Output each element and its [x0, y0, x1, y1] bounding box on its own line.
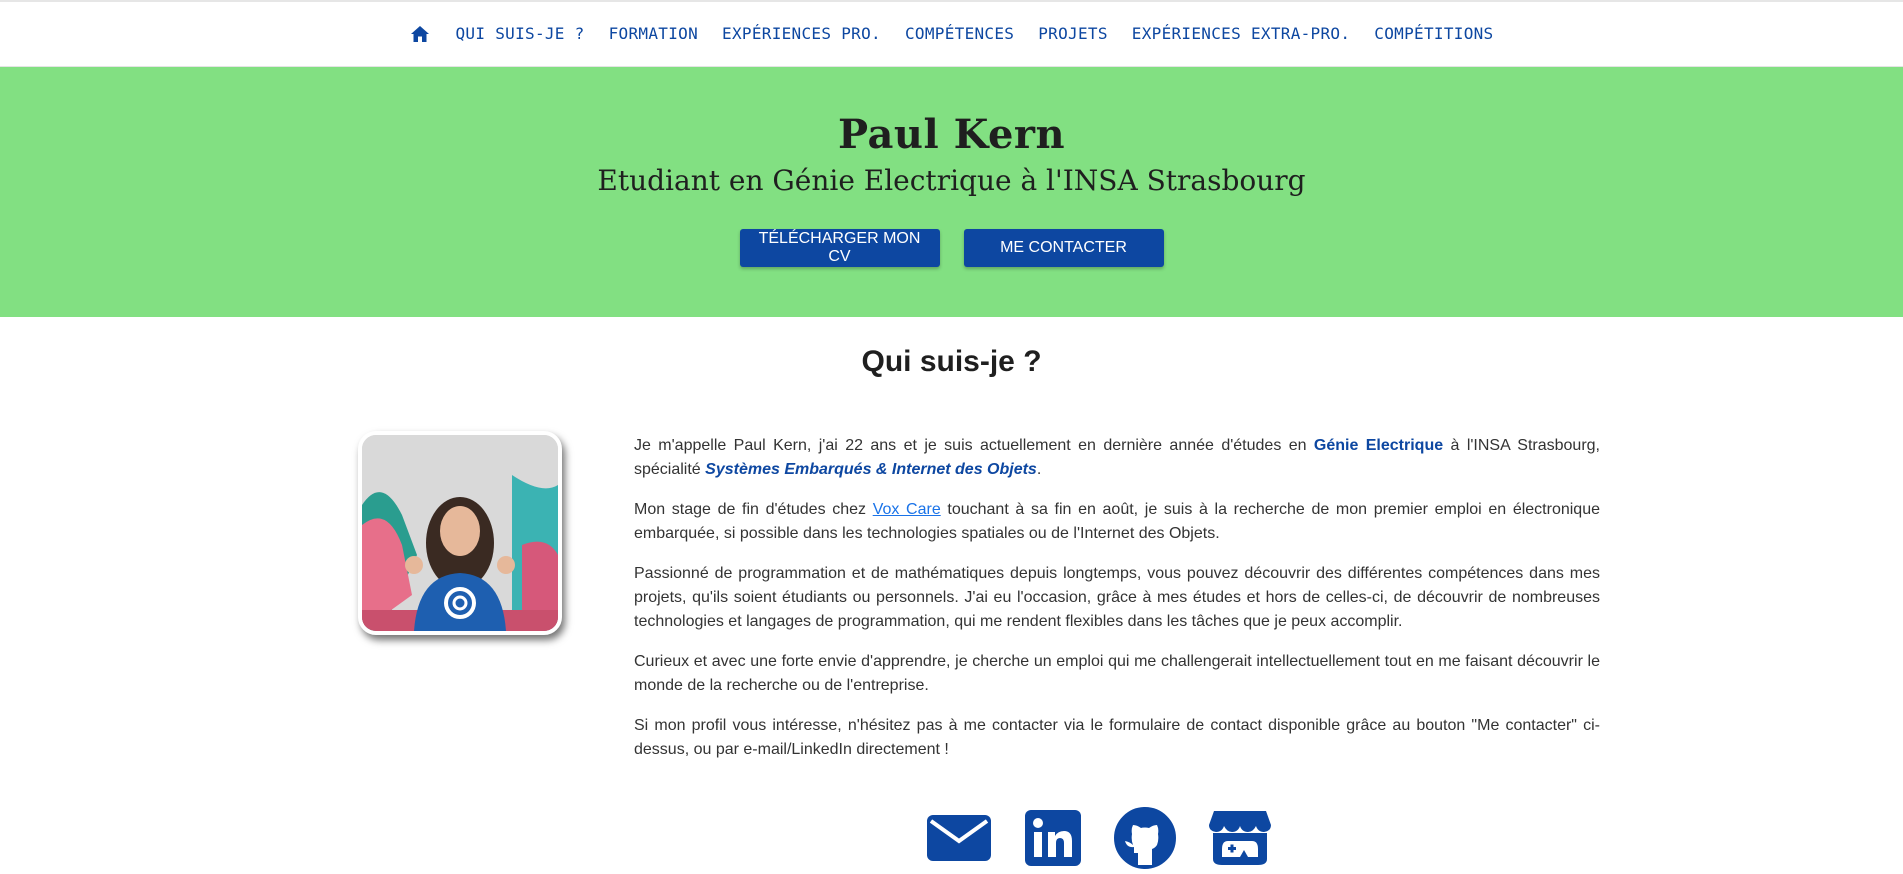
- home-icon: [411, 26, 429, 42]
- about-section-title: Qui suis-je ?: [861, 345, 1042, 378]
- itchio-icon: [1208, 809, 1272, 867]
- highlight-genie-electrique: Génie Electrique: [1313, 437, 1444, 454]
- itchio-link[interactable]: [1208, 809, 1272, 872]
- social-links: [926, 807, 1272, 874]
- email-icon: [926, 813, 992, 863]
- linkedin-link[interactable]: [1024, 809, 1082, 872]
- nav-item-projets[interactable]: PROJETS: [1038, 24, 1108, 43]
- main-nav: [0, 2, 1903, 67]
- about-p1-text-b: à l'INSA Strasbourg, spécialité: [634, 437, 1600, 478]
- nav-item-formation[interactable]: FORMATION: [608, 24, 699, 43]
- email-link[interactable]: [926, 813, 992, 868]
- about-paragraph-1: [634, 434, 1600, 482]
- nav-item-experiences-extra-pro[interactable]: EXPÉRIENCES EXTRA-PRO.: [1131, 24, 1351, 43]
- vox-care-link[interactable]: Vox Care: [872, 501, 941, 518]
- nav-item-competences[interactable]: COMPÉTENCES: [904, 24, 1015, 43]
- about-p1-text-c: .: [1036, 461, 1042, 478]
- profile-photo-image: [362, 435, 558, 631]
- about-paragraph-5: Si mon profil vous intéresse, n'hésitez pas à me contacter via le formulaire de contact disponible grâce au bouton "Me contacter" ci-dessus, ou par e-mail/LinkedIn directement !: [634, 717, 1600, 758]
- nav-item-qui-suis-je[interactable]: QUI SUIS-JE ?: [455, 24, 585, 43]
- hero-banner: [0, 67, 1903, 317]
- about-section: [0, 379, 1903, 859]
- nav-home[interactable]: [397, 2, 443, 66]
- about-paragraph-3: Passionné de programmation et de mathématiques depuis longtemps, vous pouvez découvrir des différentes compétences dans mes projets, qu'ils soient étudiants ou personnels. J'ai eu l'occasion, grâce à mes études et hors de celles-ci, de découvrir de nombreuses technologies et langages de programmation, qui me rendent flexibles dans les tâches que je peux accomplir.: [634, 565, 1600, 630]
- about-paragraph-4: Curieux et avec une forte envie d'apprendre, je cherche un emploi qui me challengerait intellectuellement tout en me faisant découvrir le monde de la recherche ou de l'entreprise.: [634, 653, 1600, 694]
- hero-buttons: [0, 229, 1903, 267]
- contact-button[interactable]: ME CONTACTER: [964, 229, 1164, 267]
- github-icon: [1114, 807, 1176, 869]
- about-p2-text-a: Mon stage de fin d'études chez: [634, 501, 873, 518]
- github-link[interactable]: [1114, 807, 1176, 874]
- nav-item-experiences-pro[interactable]: EXPÉRIENCES PRO.: [722, 24, 881, 43]
- nav-item-competitions[interactable]: COMPÉTITIONS: [1374, 24, 1494, 43]
- about-p1-text-a: Je m'appelle Paul Kern, j'ai 22 ans et je suis actuellement en dernière année d'études en: [634, 437, 1314, 454]
- download-cv-button[interactable]: TÉLÉCHARGER MON CV: [740, 229, 940, 267]
- page-title: Paul Kern: [837, 111, 1066, 158]
- page-subtitle: Etudiant en Génie Electrique à l'INSA Strasbourg: [597, 164, 1306, 197]
- about-paragraph-2: [634, 498, 1600, 546]
- highlight-specialite: Systèmes Embarqués & Internet des Objets: [705, 461, 1037, 478]
- profile-photo: [358, 431, 562, 635]
- about-text: [634, 434, 1600, 778]
- linkedin-icon: [1024, 809, 1082, 867]
- about-p2-text-b: touchant à sa fin en août, je suis à la recherche de mon premier emploi en électronique embarquée, si possible dans les technologies spatiales ou de l'Internet des Objets.: [634, 501, 1600, 542]
